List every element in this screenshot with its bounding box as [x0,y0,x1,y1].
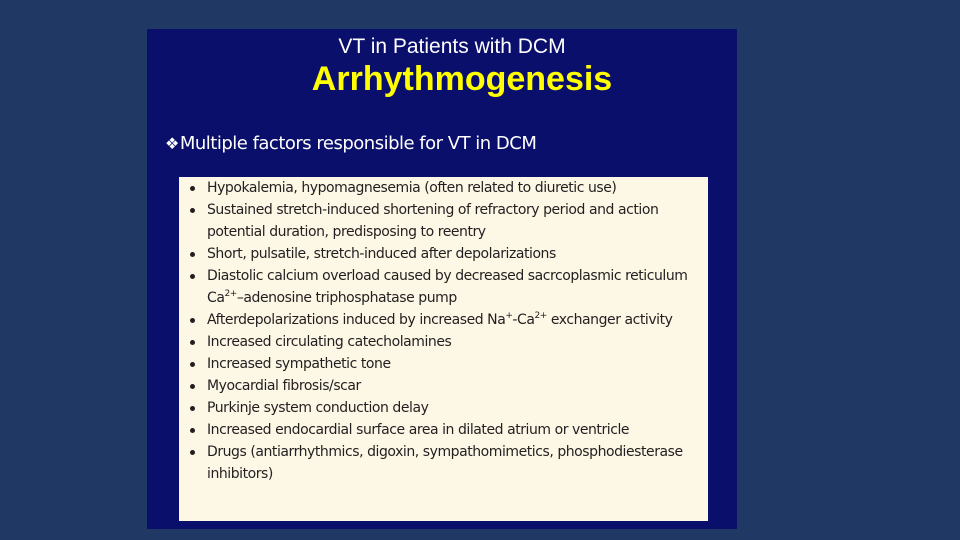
slide [147,29,737,529]
factor-list-item [187,265,702,309]
factors-panel [179,177,708,521]
factor-list-item [187,309,702,331]
factor-text: Increased endocardial surface area in dilated atrium or ventricle [207,422,630,438]
bullet-dot-icon [190,340,195,345]
intro-text: Multiple factors responsible for VT in DCM [179,133,537,154]
factor-text: Diastolic calcium overload caused by decreased sacrcoplasmic reticulum Ca [207,268,688,306]
factor-list-item [187,199,702,243]
factor-text: -Ca [512,312,535,328]
factor-list-item [187,353,702,375]
factor-list-item [187,331,702,353]
factor-text: Drugs (antiarrhythmics, digoxin, sympathomimetics, phosphodiesterase inhibitors) [207,444,683,482]
factor-list-item [187,419,702,441]
factor-superscript: 2+ [224,289,237,299]
factor-text: Increased sympathetic tone [207,356,391,372]
factor-text: Short, pulsatile, stretch-induced after depolarizations [207,246,556,262]
factors-list [187,177,702,485]
factor-list-item [187,243,702,265]
bullet-dot-icon [190,208,195,213]
factor-list-item [187,397,702,419]
bullet-dot-icon [190,362,195,367]
slide-subtitle: VT in Patients with DCM [338,35,566,58]
factor-text: Increased circulating catecholamines [207,334,452,350]
factor-list-item [187,375,702,397]
factor-text: Myocardial fibrosis/scar [207,378,361,394]
intro-bullet-line [165,132,536,156]
factor-text: Purkinje system conduction delay [207,400,429,416]
bullet-dot-icon [190,450,195,455]
bullet-dot-icon [190,318,195,323]
factor-superscript: + [505,311,513,321]
slide-title: Arrhythmogenesis [311,60,613,98]
bullet-dot-icon [190,252,195,257]
bullet-dot-icon [190,428,195,433]
factor-text: Afterdepolarizations induced by increased Na [207,312,506,328]
factor-text: exchanger activity [546,312,673,328]
bullet-dot-icon [190,274,195,279]
bullet-dot-icon [190,186,195,191]
bullet-dot-icon [190,406,195,411]
factor-list-item [187,441,702,485]
factor-text: –adenosine triphosphatase pump [236,290,457,306]
bullet-dot-icon [190,384,195,389]
factor-text: Hypokalemia, hypomagnesemia (often related to diuretic use) [207,180,617,196]
factor-superscript: 2+ [534,311,547,321]
diamond-bullet-icon: ❖ [165,134,179,153]
factor-list-item [187,177,702,199]
factor-text: Sustained stretch-induced shortening of refractory period and action potential duration, predisposing to reentry [207,202,659,240]
